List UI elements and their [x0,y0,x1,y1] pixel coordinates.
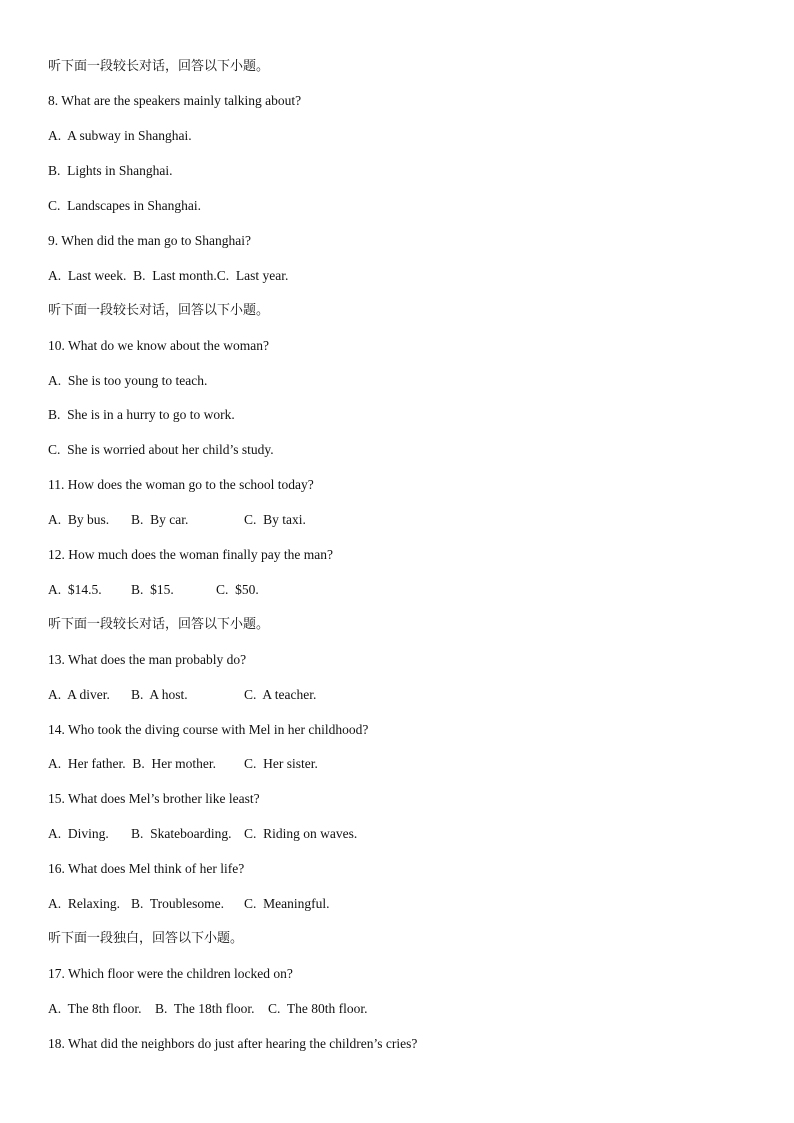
question-14-stem: 14. Who took the diving course with Mel in her childhood? [48,722,369,737]
question-13-options [48,686,316,704]
question-15-option-b: B. Skateboarding. [131,826,232,841]
question-10-stem: 10. What do we know about the woman? [48,338,269,353]
question-17-stem: 17. Which floor were the children locked on? [48,966,293,981]
question-15-options [48,825,357,843]
question-16-option-a: A. Relaxing. [48,896,120,911]
question-11-option-b: B. By car. [131,512,189,527]
question-14-option-c: C. Her sister. [244,756,318,771]
question-16-option-b: B. Troublesome. [131,896,225,911]
question-12-option-b: B. $15. [131,582,174,597]
question-15-option-a: A. Diving. [48,826,109,841]
question-11-option-a: A. By bus. [48,512,110,527]
question-13-option-b: B. A host. [131,687,188,702]
section-instruction: 听下面一段较长对话，回答以下小题。 [48,303,270,318]
question-12-option-c: C. $50. [216,582,259,597]
section-instruction: 听下面一段独白，回答以下小题。 [48,931,244,946]
question-15-stem: 15. What does Mel’s brother like least? [48,791,260,806]
question-15-option-c: C. Riding on waves. [244,826,358,841]
question-13-option-c: C. A teacher. [244,687,317,702]
question-12-option-a: A. $14.5. [48,582,102,597]
question-14-options [48,755,318,773]
section-instruction: 听下面一段较长对话，回答以下小题。 [48,59,270,74]
question-14-option-ab: A. Her father. B. Her mother. [48,756,216,771]
question-12-stem: 12. How much does the woman finally pay the man? [48,547,333,562]
question-9-options: A. Last week. B. Last month.C. Last year. [48,268,289,283]
question-10-option-c: C. She is worried about her child’s study. [48,442,274,457]
question-10-option-b: B. She is in a hurry to go to work. [48,407,235,422]
question-16-options [48,895,330,913]
question-17-options: A. The 8th floor. B. The 18th floor. C. The 80th floor. [48,1001,368,1016]
question-18-stem: 18. What did the neighbors do just after hearing the children’s cries? [48,1036,418,1051]
question-16-option-c: C. Meaningful. [244,896,330,911]
question-8-stem: 8. What are the speakers mainly talking about? [48,93,302,108]
question-10-option-a: A. She is too young to teach. [48,373,208,388]
section-instruction: 听下面一段较长对话，回答以下小题。 [48,617,270,632]
question-8-option-b: B. Lights in Shanghai. [48,163,173,178]
question-13-stem: 13. What does the man probably do? [48,652,247,667]
question-8-option-a: A. A subway in Shanghai. [48,128,192,143]
question-16-stem: 16. What does Mel think of her life? [48,861,245,876]
question-12-options [48,581,259,599]
question-13-option-a: A. A diver. [48,687,110,702]
question-11-options [48,511,306,529]
question-11-stem: 11. How does the woman go to the school today? [48,477,314,492]
question-8-option-c: C. Landscapes in Shanghai. [48,198,201,213]
question-9-stem: 9. When did the man go to Shanghai? [48,233,251,248]
question-11-option-c: C. By taxi. [244,512,306,527]
